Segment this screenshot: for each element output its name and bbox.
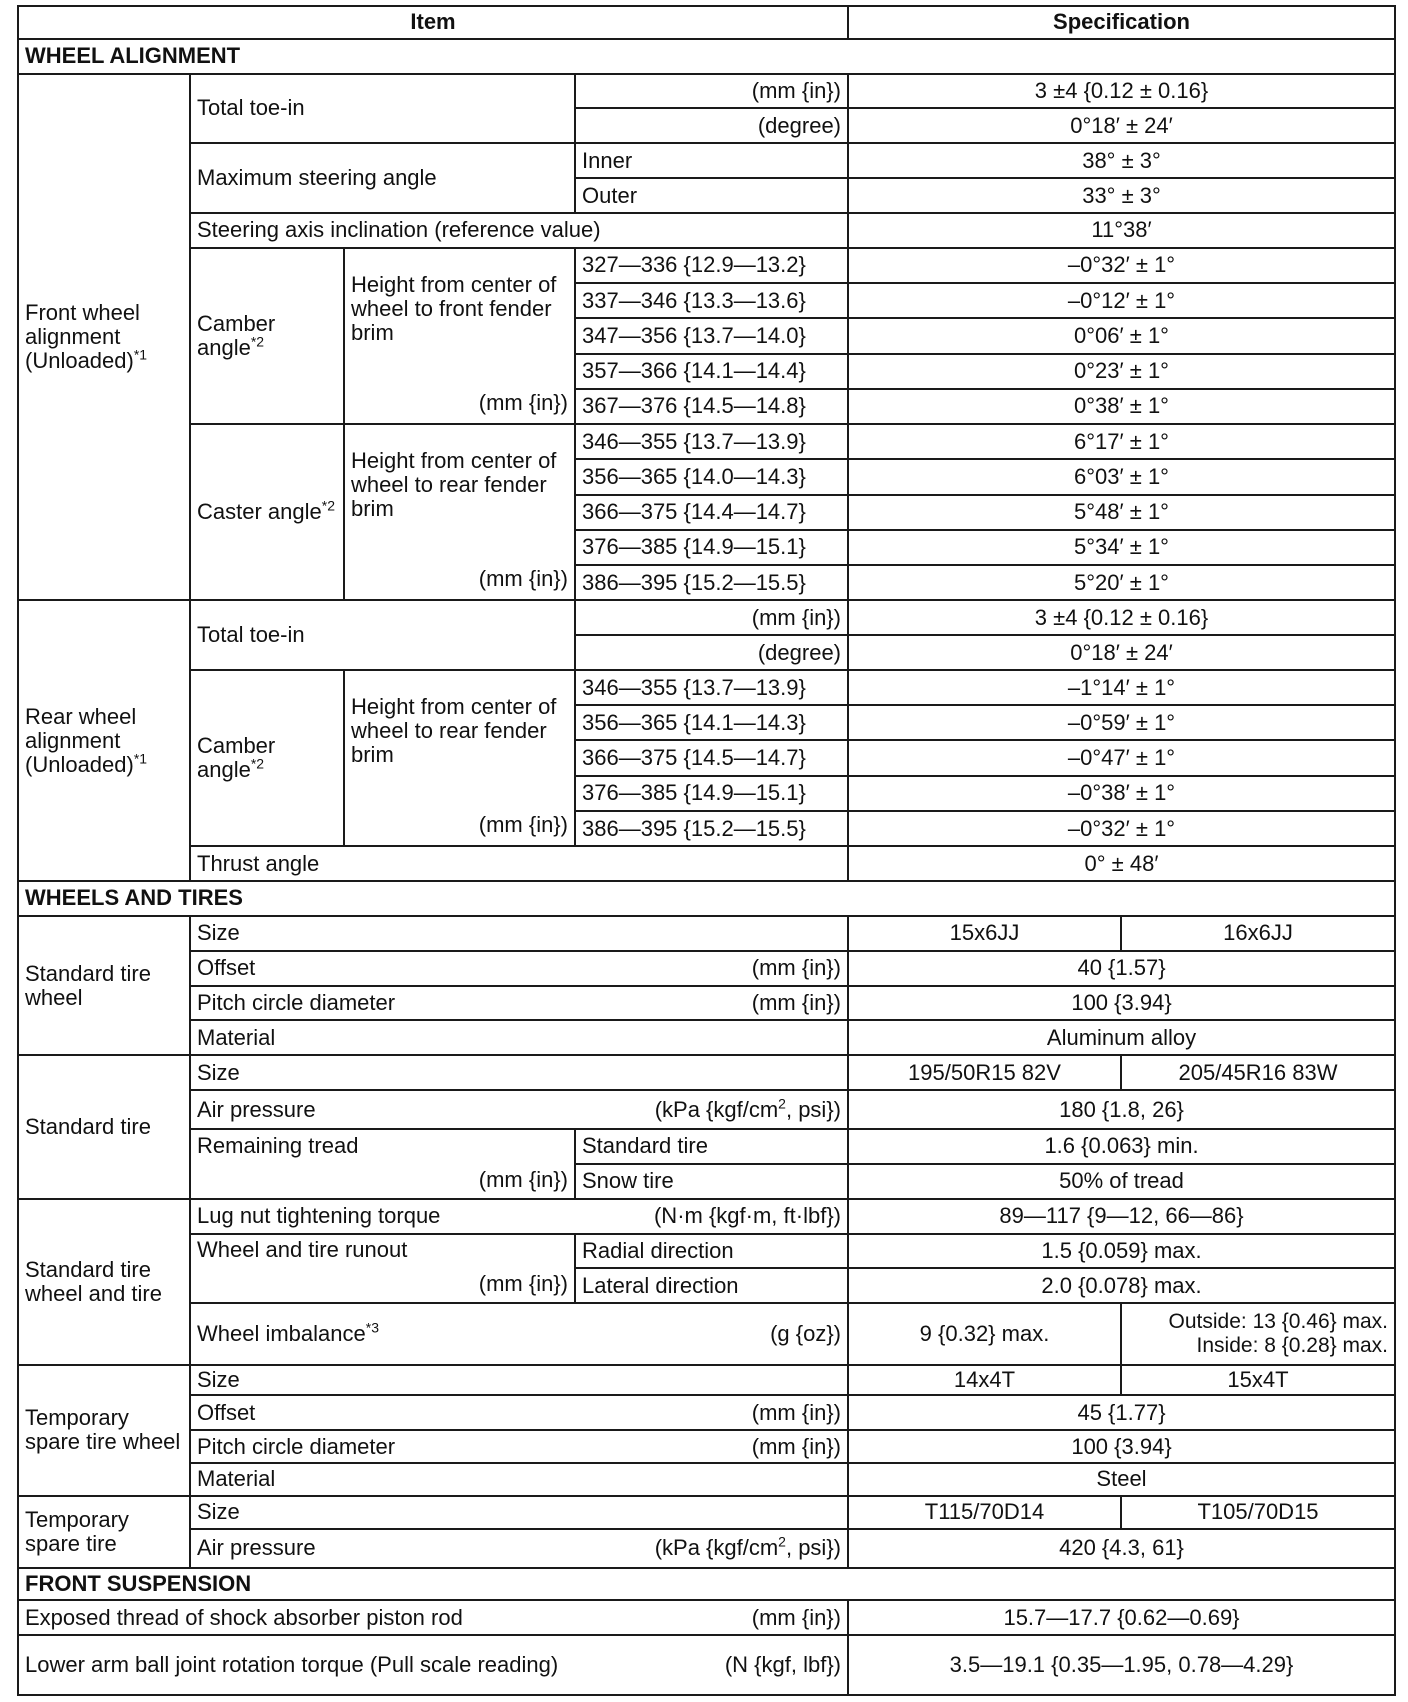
rear-toe-mm-value: 3 ±4 {0.12 ± 0.16} xyxy=(848,600,1395,635)
shock-thread-row xyxy=(18,1600,848,1635)
std-wheel-pcd-value: 100 {3.94} xyxy=(848,986,1395,1021)
tread-standard-tire-label: Standard tire xyxy=(575,1129,848,1164)
imbalance-label: Wheel imbalance$^{*3}$ xyxy=(197,1319,379,1346)
front-caster-unit: (mm {in}) xyxy=(478,566,568,592)
thrust-angle-value: 0° ± 48′ xyxy=(848,846,1395,881)
inner-label: Inner xyxy=(575,143,848,178)
front-camber-unit: (mm {in}) xyxy=(478,389,568,415)
outer-value: 33° ± 3° xyxy=(848,178,1395,213)
front-camber-value: 0°06′ ± 1° xyxy=(848,318,1395,353)
rear-total-toe-in-label: Total toe-in xyxy=(190,600,575,670)
tread-standard-tire-value: 1.6 {0.063} min. xyxy=(848,1129,1395,1164)
specification-header: Specification xyxy=(848,6,1395,39)
rear-toe-unit-degree: (degree) xyxy=(575,635,848,670)
lateral-direction-label: Lateral direction xyxy=(575,1268,848,1303)
temp-tire-air-value: 420 {4.3, 61} xyxy=(848,1529,1395,1568)
front-camber-range: 347—356 {13.7—14.0} xyxy=(575,318,848,353)
front-toe-unit-mm: (mm {in}) xyxy=(575,74,848,109)
front-caster-range: 386—395 {15.2—15.5} xyxy=(575,565,848,600)
std-wheel-offset-value: 40 {1.57} xyxy=(848,951,1395,986)
temp-wheel-pcd-unit: (mm {in}) xyxy=(751,1433,841,1459)
rear-camber-value: –0°32′ ± 1° xyxy=(848,811,1395,846)
temp-wheel-size-label: Size xyxy=(190,1365,848,1396)
rear-camber-value: –0°59′ ± 1° xyxy=(848,705,1395,740)
front-camber-height-cell xyxy=(344,248,575,424)
lug-nut-unit: (N·m {kgf·m, ft·lbf}) xyxy=(653,1203,841,1229)
lug-nut-row xyxy=(190,1199,848,1234)
std-wheel-offset-label: Offset xyxy=(197,955,256,981)
steering-axis-inclination-value: 11°38′ xyxy=(848,213,1395,248)
rear-camber-range: 346—355 {13.7—13.9} xyxy=(575,670,848,705)
rear-camber-range: 376—385 {14.9—15.1} xyxy=(575,776,848,811)
std-tire-air-row xyxy=(190,1090,848,1129)
temp-wheel-pcd-label: Pitch circle diameter xyxy=(197,1433,396,1459)
std-tire-air-label: Air pressure xyxy=(197,1096,316,1122)
runout-cell xyxy=(190,1234,575,1304)
temp-spare-tire-label: Temporary spare tire xyxy=(18,1496,190,1568)
front-camber-angle-label: Camber angle$^{*2}$ xyxy=(190,248,344,424)
rear-camber-range: 356—365 {14.1—14.3} xyxy=(575,705,848,740)
std-wheel-pcd-row xyxy=(190,986,848,1021)
lug-nut-label: Lug nut tightening torque xyxy=(197,1203,441,1229)
standard-tire-wheel-label: Standard tire wheel xyxy=(18,916,190,1055)
temp-tire-size-14: T115/70D14 xyxy=(848,1496,1121,1529)
tread-snow-tire-value: 50% of tread xyxy=(848,1164,1395,1199)
remaining-tread-label: Remaining tread xyxy=(197,1132,359,1158)
lateral-direction-value: 2.0 {0.078} max. xyxy=(848,1268,1395,1303)
shock-thread-label: Exposed thread of shock absorber piston rod xyxy=(25,1604,463,1630)
std-wheel-size-15: 15x6JJ xyxy=(848,916,1121,951)
table-header-row xyxy=(18,6,1395,39)
front-camber-range: 337—346 {13.3—13.6} xyxy=(575,283,848,318)
radial-direction-label: Radial direction xyxy=(575,1234,848,1269)
specification-table xyxy=(17,5,1396,1696)
front-camber-range: 367—376 {14.5—14.8} xyxy=(575,389,848,424)
rear-camber-height-label: Height from center of wheel to rear fender brim xyxy=(351,694,557,768)
rear-wheel-alignment-label: Rear wheel alignment (Unloaded)$^{*1}$ xyxy=(18,600,190,881)
imbalance-value-16: Outside: 13 {0.46} max. Inside: 8 {0.28} max. xyxy=(1121,1303,1395,1364)
temp-wheel-offset-row xyxy=(190,1395,848,1430)
front-caster-height-label: Height from center of wheel to rear fender brim xyxy=(351,448,557,522)
ball-joint-label: Lower arm ball joint rotation torque (Pull scale reading) xyxy=(25,1652,559,1678)
std-tire-air-unit: (kPa {$kgf/cm^2$, psi}) xyxy=(654,1095,841,1122)
imbalance-unit: (g {oz}) xyxy=(770,1320,841,1346)
temp-tire-size-label: Size xyxy=(190,1496,848,1529)
front-camber-range: 357—366 {14.1—14.4} xyxy=(575,354,848,389)
rear-toe-degree-value: 0°18′ ± 24′ xyxy=(848,635,1395,670)
item-header: Item xyxy=(18,6,848,39)
temp-spare-wheel-label: Temporary spare tire wheel xyxy=(18,1365,190,1496)
radial-direction-value: 1.5 {0.059} max. xyxy=(848,1234,1395,1269)
front-caster-range: 366—375 {14.4—14.7} xyxy=(575,495,848,530)
rear-camber-value: –1°14′ ± 1° xyxy=(848,670,1395,705)
front-camber-range: 327—336 {12.9—13.2} xyxy=(575,248,848,283)
runout-unit: (mm {in}) xyxy=(478,1271,568,1297)
rear-camber-unit: (mm {in}) xyxy=(478,812,568,838)
std-wheel-offset-row xyxy=(190,951,848,986)
temp-tire-size-15: T105/70D15 xyxy=(1121,1496,1395,1529)
std-tire-air-value: 180 {1.8, 26} xyxy=(848,1090,1395,1129)
front-caster-angle-label: Caster angle$^{*2}$ xyxy=(190,424,344,600)
std-wheel-material-value: Aluminum alloy xyxy=(848,1020,1395,1055)
front-camber-value: 0°38′ ± 1° xyxy=(848,389,1395,424)
front-camber-value: 0°23′ ± 1° xyxy=(848,354,1395,389)
thrust-angle-label: Thrust angle xyxy=(190,846,848,881)
rear-camber-height-cell xyxy=(344,670,575,846)
front-caster-value: 5°20′ ± 1° xyxy=(848,565,1395,600)
remaining-tread-cell xyxy=(190,1129,575,1199)
rear-camber-range: 386—395 {15.2—15.5} xyxy=(575,811,848,846)
std-wheel-size-16: 16x6JJ xyxy=(1121,916,1395,951)
temp-wheel-material-value: Steel xyxy=(848,1463,1395,1496)
std-wheel-and-tire-label: Standard tire wheel and tire xyxy=(18,1199,190,1365)
standard-tire-label: Standard tire xyxy=(18,1055,190,1198)
rear-camber-value: –0°38′ ± 1° xyxy=(848,776,1395,811)
temp-wheel-pcd-row xyxy=(190,1430,848,1463)
ball-joint-unit: (N {kgf, lbf}) xyxy=(724,1652,841,1678)
runout-label: Wheel and tire runout xyxy=(197,1237,408,1263)
temp-wheel-offset-unit: (mm {in}) xyxy=(751,1399,841,1425)
imbalance-value-15: 9 {0.32} max. xyxy=(848,1303,1121,1364)
steering-axis-inclination-label: Steering axis inclination (reference value) xyxy=(190,213,848,248)
front-toe-unit-degree: (degree) xyxy=(575,108,848,143)
front-camber-value: –0°12′ ± 1° xyxy=(848,283,1395,318)
rear-toe-unit-mm: (mm {in}) xyxy=(575,600,848,635)
front-caster-value: 5°48′ ± 1° xyxy=(848,495,1395,530)
section-front-suspension: FRONT SUSPENSION xyxy=(18,1568,1395,1601)
front-caster-range: 376—385 {14.9—15.1} xyxy=(575,530,848,565)
rear-camber-value: –0°47′ ± 1° xyxy=(848,740,1395,775)
inner-value: 38° ± 3° xyxy=(848,143,1395,178)
temp-tire-air-unit: (kPa {$kgf/cm^2$, psi}) xyxy=(654,1533,841,1561)
shock-thread-unit: (mm {in}) xyxy=(751,1604,841,1630)
temp-wheel-offset-label: Offset xyxy=(197,1399,256,1425)
std-wheel-pcd-label: Pitch circle diameter xyxy=(197,989,396,1015)
std-tire-size-label: Size xyxy=(190,1055,848,1090)
outer-label: Outer xyxy=(575,178,848,213)
ball-joint-value: 3.5—19.1 {0.35—1.95, 0.78—4.29} xyxy=(848,1635,1395,1695)
temp-tire-air-row xyxy=(190,1529,848,1568)
front-caster-range: 356—365 {14.0—14.3} xyxy=(575,459,848,494)
front-wheel-alignment-label: Front wheel alignment (Unloaded)$^{*1}$ xyxy=(18,74,190,601)
front-camber-value: –0°32′ ± 1° xyxy=(848,248,1395,283)
remaining-tread-unit: (mm {in}) xyxy=(478,1166,568,1192)
rear-camber-angle-label: Camber angle$^{*2}$ xyxy=(190,670,344,846)
front-camber-height-label: Height from center of wheel to front fender brim xyxy=(351,271,557,345)
front-caster-value: 6°17′ ± 1° xyxy=(848,424,1395,459)
temp-wheel-offset-value: 45 {1.77} xyxy=(848,1395,1395,1430)
front-toe-mm-value: 3 ±4 {0.12 ± 0.16} xyxy=(848,74,1395,109)
ball-joint-row xyxy=(18,1635,848,1695)
rear-camber-range: 366—375 {14.5—14.7} xyxy=(575,740,848,775)
tread-snow-tire-label: Snow tire xyxy=(575,1164,848,1199)
std-tire-size-15: 195/50R15 82V xyxy=(848,1055,1121,1090)
front-toe-degree-value: 0°18′ ± 24′ xyxy=(848,108,1395,143)
temp-wheel-pcd-value: 100 {3.94} xyxy=(848,1430,1395,1463)
front-caster-range: 346—355 {13.7—13.9} xyxy=(575,424,848,459)
front-total-toe-in-label: Total toe-in xyxy=(190,74,575,144)
front-caster-value: 6°03′ ± 1° xyxy=(848,459,1395,494)
section-wheel-alignment: WHEEL ALIGNMENT xyxy=(18,39,1395,74)
lug-nut-value: 89—117 {9—12, 66—86} xyxy=(848,1199,1395,1234)
std-tire-size-16: 205/45R16 83W xyxy=(1121,1055,1395,1090)
shock-thread-value: 15.7—17.7 {0.62—0.69} xyxy=(848,1600,1395,1635)
imbalance-row xyxy=(190,1303,848,1364)
front-caster-height-cell xyxy=(344,424,575,600)
temp-tire-air-label: Air pressure xyxy=(197,1535,316,1561)
temp-wheel-material-label: Material xyxy=(190,1463,848,1496)
section-wheels-and-tires: WHEELS AND TIRES xyxy=(18,881,1395,916)
temp-wheel-size-15: 15x4T xyxy=(1121,1365,1395,1396)
std-wheel-offset-unit: (mm {in}) xyxy=(751,955,841,981)
std-wheel-size-label: Size xyxy=(190,916,848,951)
temp-wheel-size-14: 14x4T xyxy=(848,1365,1121,1396)
std-wheel-pcd-unit: (mm {in}) xyxy=(751,989,841,1015)
front-caster-value: 5°34′ ± 1° xyxy=(848,530,1395,565)
std-wheel-material-label: Material xyxy=(190,1020,848,1055)
max-steering-angle-label: Maximum steering angle xyxy=(190,143,575,213)
